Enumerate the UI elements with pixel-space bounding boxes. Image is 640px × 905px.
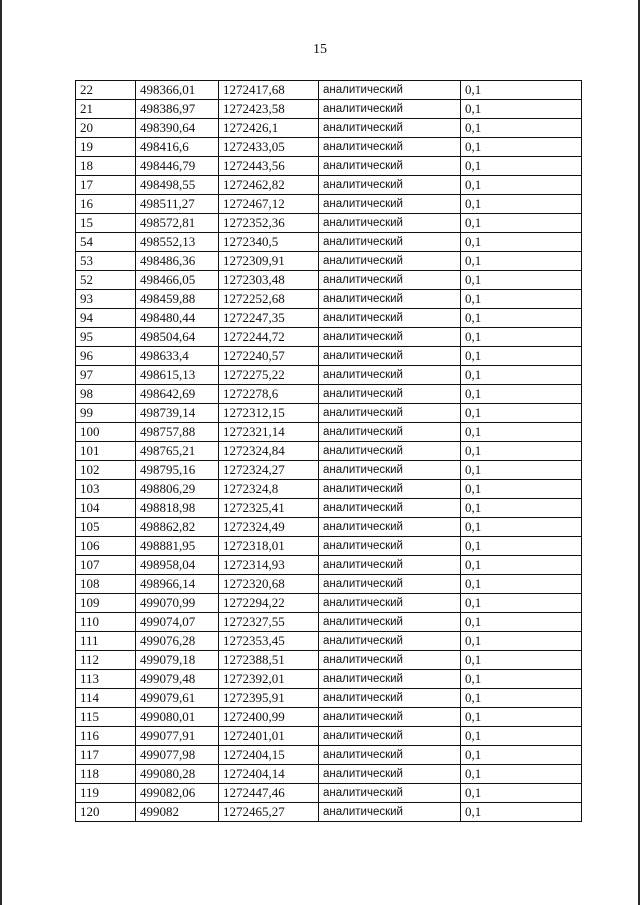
x-coordinate-cell: 498966,14 [136,575,219,594]
y-coordinate-cell: 1272443,56 [219,157,319,176]
method-cell: аналитический [319,385,461,404]
y-coordinate-cell: 1272404,15 [219,746,319,765]
point-number-cell: 20 [76,119,136,138]
x-coordinate-cell: 499079,18 [136,651,219,670]
point-number-cell: 18 [76,157,136,176]
point-number-cell: 16 [76,195,136,214]
table-row [76,689,582,708]
x-coordinate-cell: 498862,82 [136,518,219,537]
accuracy-cell: 0,1 [461,594,582,613]
x-coordinate-cell: 498504,64 [136,328,219,347]
point-number-cell: 106 [76,537,136,556]
accuracy-cell: 0,1 [461,518,582,537]
table-row [76,803,582,822]
accuracy-cell: 0,1 [461,157,582,176]
accuracy-cell: 0,1 [461,100,582,119]
y-coordinate-cell: 1272312,15 [219,404,319,423]
table-row [76,765,582,784]
y-coordinate-cell: 1272447,46 [219,784,319,803]
accuracy-cell: 0,1 [461,670,582,689]
y-coordinate-cell: 1272327,55 [219,613,319,632]
x-coordinate-cell: 498757,88 [136,423,219,442]
accuracy-cell: 0,1 [461,176,582,195]
method-cell: аналитический [319,81,461,100]
point-number-cell: 15 [76,214,136,233]
y-coordinate-cell: 1272462,82 [219,176,319,195]
method-cell: аналитический [319,309,461,328]
point-number-cell: 22 [76,81,136,100]
y-coordinate-cell: 1272401,01 [219,727,319,746]
table-row [76,518,582,537]
accuracy-cell: 0,1 [461,195,582,214]
method-cell: аналитический [319,765,461,784]
method-cell: аналитический [319,347,461,366]
point-number-cell: 94 [76,309,136,328]
method-cell: аналитический [319,252,461,271]
table-row [76,499,582,518]
x-coordinate-cell: 498390,64 [136,119,219,138]
x-coordinate-cell: 498552,13 [136,233,219,252]
method-cell: аналитический [319,366,461,385]
y-coordinate-cell: 1272352,36 [219,214,319,233]
accuracy-cell: 0,1 [461,765,582,784]
accuracy-cell: 0,1 [461,575,582,594]
y-coordinate-cell: 1272423,58 [219,100,319,119]
accuracy-cell: 0,1 [461,803,582,822]
accuracy-cell: 0,1 [461,423,582,442]
y-coordinate-cell: 1272324,84 [219,442,319,461]
y-coordinate-cell: 1272278,6 [219,385,319,404]
point-number-cell: 109 [76,594,136,613]
method-cell: аналитический [319,689,461,708]
method-cell: аналитический [319,632,461,651]
accuracy-cell: 0,1 [461,138,582,157]
point-number-cell: 17 [76,176,136,195]
x-coordinate-cell: 498466,05 [136,271,219,290]
y-coordinate-cell: 1272252,68 [219,290,319,309]
table-row [76,537,582,556]
y-coordinate-cell: 1272388,51 [219,651,319,670]
x-coordinate-cell: 498416,6 [136,138,219,157]
table-row [76,746,582,765]
x-coordinate-cell: 499079,61 [136,689,219,708]
table-row [76,632,582,651]
table-row [76,480,582,499]
y-coordinate-cell: 1272324,8 [219,480,319,499]
method-cell: аналитический [319,746,461,765]
coordinates-table [75,80,582,822]
point-number-cell: 104 [76,499,136,518]
method-cell: аналитический [319,461,461,480]
point-number-cell: 52 [76,271,136,290]
accuracy-cell: 0,1 [461,537,582,556]
x-coordinate-cell: 499082 [136,803,219,822]
y-coordinate-cell: 1272433,05 [219,138,319,157]
method-cell: аналитический [319,423,461,442]
y-coordinate-cell: 1272465,27 [219,803,319,822]
point-number-cell: 118 [76,765,136,784]
accuracy-cell: 0,1 [461,119,582,138]
method-cell: аналитический [319,328,461,347]
method-cell: аналитический [319,499,461,518]
method-cell: аналитический [319,613,461,632]
table-row [76,784,582,803]
y-coordinate-cell: 1272340,5 [219,233,319,252]
point-number-cell: 114 [76,689,136,708]
y-coordinate-cell: 1272318,01 [219,537,319,556]
table-row [76,385,582,404]
point-number-cell: 102 [76,461,136,480]
x-coordinate-cell: 498386,97 [136,100,219,119]
accuracy-cell: 0,1 [461,347,582,366]
point-number-cell: 113 [76,670,136,689]
y-coordinate-cell: 1272426,1 [219,119,319,138]
x-coordinate-cell: 499082,06 [136,784,219,803]
accuracy-cell: 0,1 [461,328,582,347]
x-coordinate-cell: 498446,79 [136,157,219,176]
accuracy-cell: 0,1 [461,81,582,100]
x-coordinate-cell: 499080,28 [136,765,219,784]
y-coordinate-cell: 1272244,72 [219,328,319,347]
point-number-cell: 110 [76,613,136,632]
x-coordinate-cell: 498615,13 [136,366,219,385]
x-coordinate-cell: 498739,14 [136,404,219,423]
point-number-cell: 97 [76,366,136,385]
x-coordinate-cell: 498642,69 [136,385,219,404]
point-number-cell: 19 [76,138,136,157]
accuracy-cell: 0,1 [461,385,582,404]
x-coordinate-cell: 498459,88 [136,290,219,309]
accuracy-cell: 0,1 [461,233,582,252]
x-coordinate-cell: 498498,55 [136,176,219,195]
table-row [76,271,582,290]
table-row [76,81,582,100]
method-cell: аналитический [319,214,461,233]
point-number-cell: 117 [76,746,136,765]
y-coordinate-cell: 1272303,48 [219,271,319,290]
accuracy-cell: 0,1 [461,214,582,233]
point-number-cell: 93 [76,290,136,309]
accuracy-cell: 0,1 [461,708,582,727]
point-number-cell: 99 [76,404,136,423]
method-cell: аналитический [319,670,461,689]
method-cell: аналитический [319,138,461,157]
table-row [76,290,582,309]
point-number-cell: 53 [76,252,136,271]
accuracy-cell: 0,1 [461,252,582,271]
y-coordinate-cell: 1272404,14 [219,765,319,784]
table-row [76,176,582,195]
table-row [76,613,582,632]
point-number-cell: 54 [76,233,136,252]
point-number-cell: 105 [76,518,136,537]
x-coordinate-cell: 499077,91 [136,727,219,746]
y-coordinate-cell: 1272314,93 [219,556,319,575]
table-row [76,309,582,328]
point-number-cell: 115 [76,708,136,727]
method-cell: аналитический [319,157,461,176]
point-number-cell: 116 [76,727,136,746]
table-row [76,328,582,347]
y-coordinate-cell: 1272275,22 [219,366,319,385]
accuracy-cell: 0,1 [461,480,582,499]
y-coordinate-cell: 1272467,12 [219,195,319,214]
method-cell: аналитический [319,290,461,309]
table-row [76,708,582,727]
x-coordinate-cell: 499080,01 [136,708,219,727]
accuracy-cell: 0,1 [461,632,582,651]
accuracy-cell: 0,1 [461,556,582,575]
point-number-cell: 111 [76,632,136,651]
y-coordinate-cell: 1272294,22 [219,594,319,613]
y-coordinate-cell: 1272353,45 [219,632,319,651]
x-coordinate-cell: 498818,98 [136,499,219,518]
point-number-cell: 112 [76,651,136,670]
method-cell: аналитический [319,480,461,499]
y-coordinate-cell: 1272325,41 [219,499,319,518]
point-number-cell: 103 [76,480,136,499]
y-coordinate-cell: 1272240,57 [219,347,319,366]
point-number-cell: 107 [76,556,136,575]
accuracy-cell: 0,1 [461,271,582,290]
method-cell: аналитический [319,708,461,727]
point-number-cell: 120 [76,803,136,822]
x-coordinate-cell: 499079,48 [136,670,219,689]
method-cell: аналитический [319,119,461,138]
table-row [76,670,582,689]
point-number-cell: 95 [76,328,136,347]
y-coordinate-cell: 1272395,91 [219,689,319,708]
method-cell: аналитический [319,594,461,613]
x-coordinate-cell: 499074,07 [136,613,219,632]
x-coordinate-cell: 499076,28 [136,632,219,651]
table-row [76,594,582,613]
x-coordinate-cell: 498511,27 [136,195,219,214]
table-row [76,366,582,385]
table-row [76,727,582,746]
y-coordinate-cell: 1272400,99 [219,708,319,727]
y-coordinate-cell: 1272321,14 [219,423,319,442]
accuracy-cell: 0,1 [461,651,582,670]
accuracy-cell: 0,1 [461,613,582,632]
table-row [76,423,582,442]
x-coordinate-cell: 498765,21 [136,442,219,461]
method-cell: аналитический [319,195,461,214]
page-number: 15 [313,42,327,57]
table-row [76,575,582,594]
method-cell: аналитический [319,727,461,746]
accuracy-cell: 0,1 [461,784,582,803]
x-coordinate-cell: 498806,29 [136,480,219,499]
method-cell: аналитический [319,537,461,556]
point-number-cell: 98 [76,385,136,404]
point-number-cell: 108 [76,575,136,594]
point-number-cell: 119 [76,784,136,803]
table-row [76,651,582,670]
table-row [76,138,582,157]
y-coordinate-cell: 1272320,68 [219,575,319,594]
method-cell: аналитический [319,556,461,575]
accuracy-cell: 0,1 [461,727,582,746]
table-row [76,119,582,138]
point-number-cell: 101 [76,442,136,461]
table-row [76,252,582,271]
method-cell: аналитический [319,784,461,803]
table-row [76,195,582,214]
table-row [76,442,582,461]
point-number-cell: 21 [76,100,136,119]
x-coordinate-cell: 498795,16 [136,461,219,480]
accuracy-cell: 0,1 [461,746,582,765]
point-number-cell: 96 [76,347,136,366]
y-coordinate-cell: 1272324,49 [219,518,319,537]
x-coordinate-cell: 499070,99 [136,594,219,613]
table-row [76,233,582,252]
y-coordinate-cell: 1272417,68 [219,81,319,100]
y-coordinate-cell: 1272247,35 [219,309,319,328]
table-row [76,157,582,176]
x-coordinate-cell: 498480,44 [136,309,219,328]
x-coordinate-cell: 498958,04 [136,556,219,575]
accuracy-cell: 0,1 [461,461,582,480]
method-cell: аналитический [319,100,461,119]
y-coordinate-cell: 1272324,27 [219,461,319,480]
x-coordinate-cell: 499077,98 [136,746,219,765]
accuracy-cell: 0,1 [461,499,582,518]
accuracy-cell: 0,1 [461,309,582,328]
table-row [76,556,582,575]
table-row [76,461,582,480]
table-row [76,404,582,423]
method-cell: аналитический [319,404,461,423]
accuracy-cell: 0,1 [461,290,582,309]
method-cell: аналитический [319,575,461,594]
table-row [76,347,582,366]
method-cell: аналитический [319,176,461,195]
x-coordinate-cell: 498572,81 [136,214,219,233]
accuracy-cell: 0,1 [461,442,582,461]
accuracy-cell: 0,1 [461,689,582,708]
table-row [76,214,582,233]
x-coordinate-cell: 498881,95 [136,537,219,556]
accuracy-cell: 0,1 [461,366,582,385]
method-cell: аналитический [319,803,461,822]
point-number-cell: 100 [76,423,136,442]
y-coordinate-cell: 1272309,91 [219,252,319,271]
method-cell: аналитический [319,518,461,537]
x-coordinate-cell: 498366,01 [136,81,219,100]
x-coordinate-cell: 498633,4 [136,347,219,366]
method-cell: аналитический [319,442,461,461]
method-cell: аналитический [319,651,461,670]
x-coordinate-cell: 498486,36 [136,252,219,271]
table-row [76,100,582,119]
coordinates-table-body [76,81,582,822]
method-cell: аналитический [319,233,461,252]
method-cell: аналитический [319,271,461,290]
accuracy-cell: 0,1 [461,404,582,423]
y-coordinate-cell: 1272392,01 [219,670,319,689]
